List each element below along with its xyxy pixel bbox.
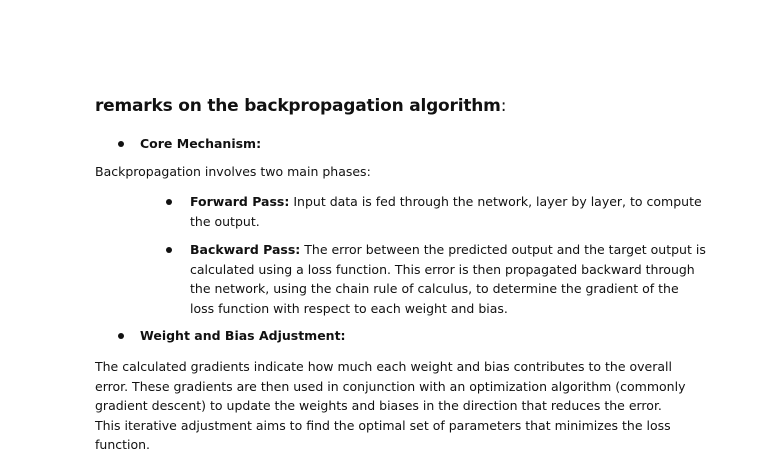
backward-pass-text: The error between the predicted output and the target output is calculated using a loss function. This error is then propagated backward through the network, using the chain rule of calculus, to determine the gradient of the loss function with respect to each weight and bias.	[190, 242, 706, 316]
bullet-core-mechanism	[118, 136, 261, 151]
sub-item-backward-pass	[166, 240, 706, 318]
backward-pass-text-block	[190, 240, 706, 318]
sub-item-forward-pass	[166, 192, 706, 231]
bullet-dot-icon	[166, 199, 172, 205]
bullet-dot-icon	[166, 247, 172, 253]
bullet-weight-bias-adjustment	[118, 328, 346, 343]
heading-title: remarks on the backpropagation algorithm	[95, 96, 501, 116]
forward-pass-text-block	[190, 192, 706, 231]
heading-colon: :	[500, 96, 507, 116]
bullet-dot-icon	[118, 333, 124, 339]
bullet-dot-icon	[118, 141, 124, 147]
document-heading	[95, 96, 506, 116]
weight-bias-paragraph: The calculated gradients indicate how much each weight and bias contributes to the overall error. These gradients are then used in conjunction with an optimization algorithm (commonly gradient descent) to update the weights and biases in the direction that reduces the error. This iterative adjustment aims to find the optimal set of parameters that minimizes the loss function.	[95, 359, 686, 452]
forward-pass-text: Input data is fed through the network, layer by layer, to compute the output.	[190, 194, 702, 229]
backward-pass-label: Backward Pass:	[190, 242, 301, 257]
core-mechanism-label: Core Mechanism:	[140, 136, 262, 151]
core-intro-paragraph: Backpropagation involves two main phases:	[95, 164, 371, 179]
weight-bias-label: Weight and Bias Adjustment:	[140, 328, 346, 343]
forward-pass-label: Forward Pass:	[190, 194, 290, 209]
